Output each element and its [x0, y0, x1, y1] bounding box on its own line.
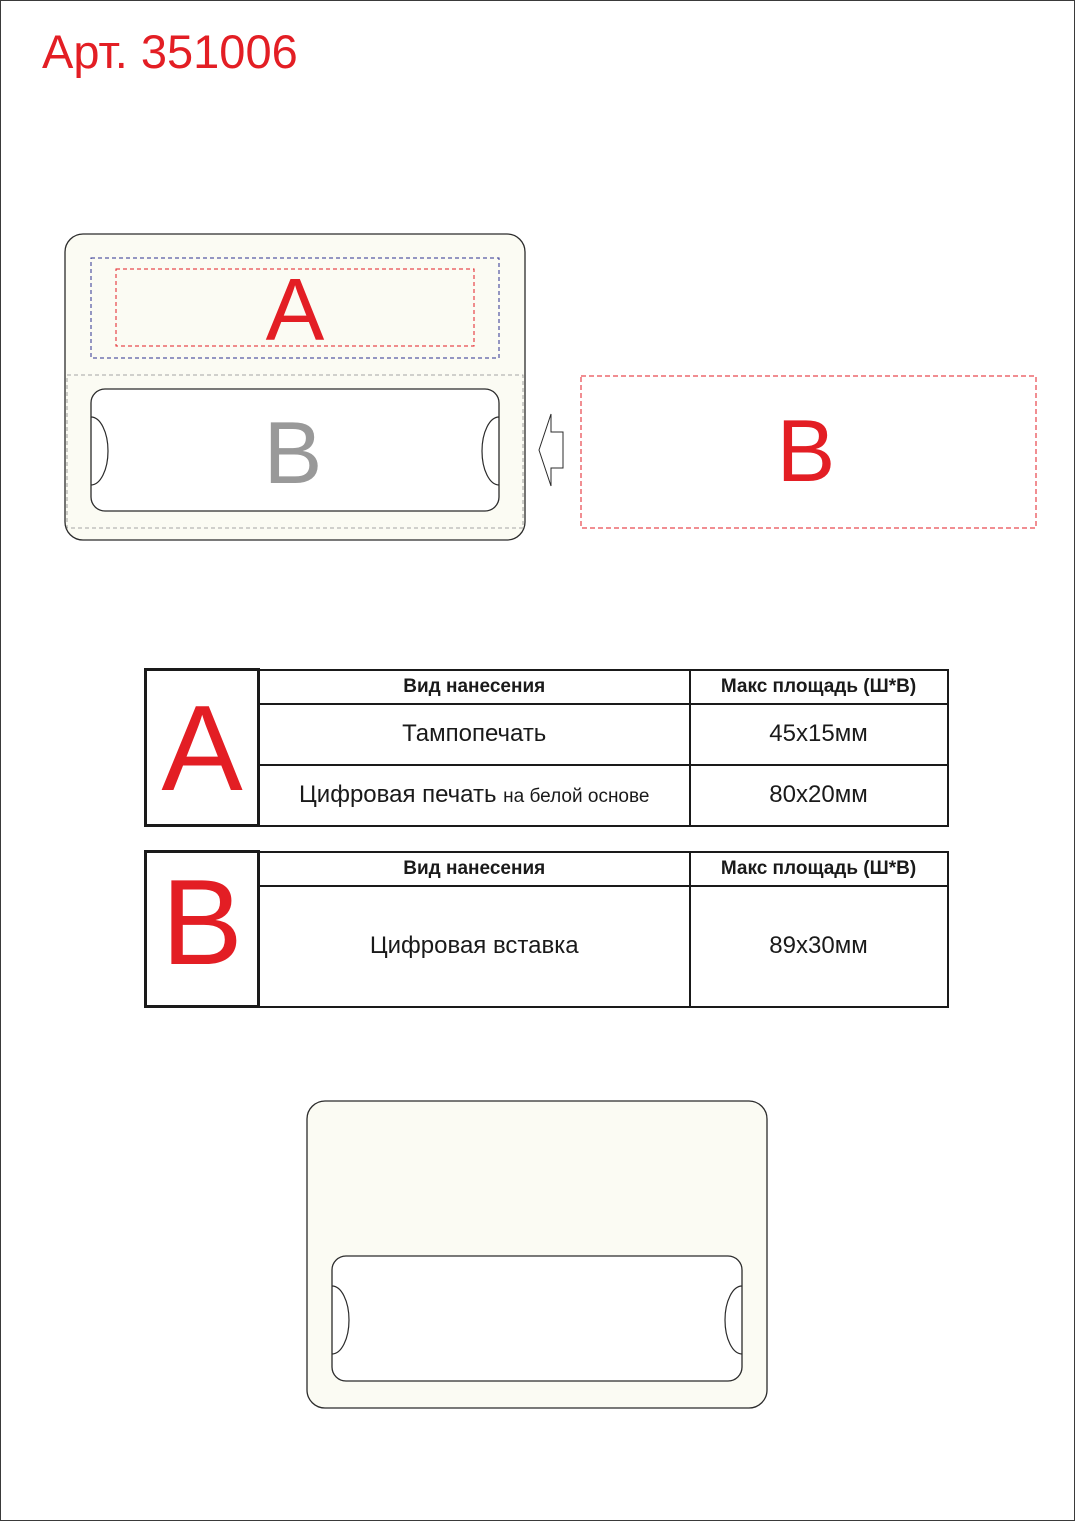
zone-b-label: B	[263, 403, 323, 502]
table-a-header-method: Вид нанесения	[259, 670, 690, 704]
method-text: Тампопечать	[402, 720, 547, 747]
table-b-row1-area: 89x30мм	[690, 886, 948, 1007]
table-a-row1-area: 45x15мм	[690, 704, 948, 765]
spec-table-b	[144, 850, 949, 1008]
paper-insert	[581, 376, 1036, 528]
insert-label: B	[776, 401, 836, 500]
spec-table-a	[144, 668, 949, 827]
table-a-letter: A	[146, 670, 259, 826]
table-b-letter: B	[146, 852, 259, 1007]
method-text: Цифровая печать	[299, 781, 497, 808]
badge-front-view	[65, 234, 525, 540]
table-b-header-method: Вид нанесения	[259, 852, 690, 886]
table-a-row1-method	[259, 704, 690, 765]
table-b-header-area: Макс площадь (Ш*В)	[690, 852, 948, 886]
table-a-row2-method	[259, 765, 690, 826]
insert-arrow-icon	[539, 414, 563, 486]
method-note: на белой основе	[503, 786, 650, 807]
zone-a-label: A	[265, 260, 325, 359]
table-b-row1-method: Цифровая вставка	[259, 886, 690, 1007]
badge-blank-view	[307, 1101, 767, 1408]
table-a-header-area: Макс площадь (Ш*В)	[690, 670, 948, 704]
article-title: Арт. 351006	[42, 25, 298, 78]
blank-name-window	[332, 1256, 742, 1381]
table-a-row2-area: 80x20мм	[690, 765, 948, 826]
